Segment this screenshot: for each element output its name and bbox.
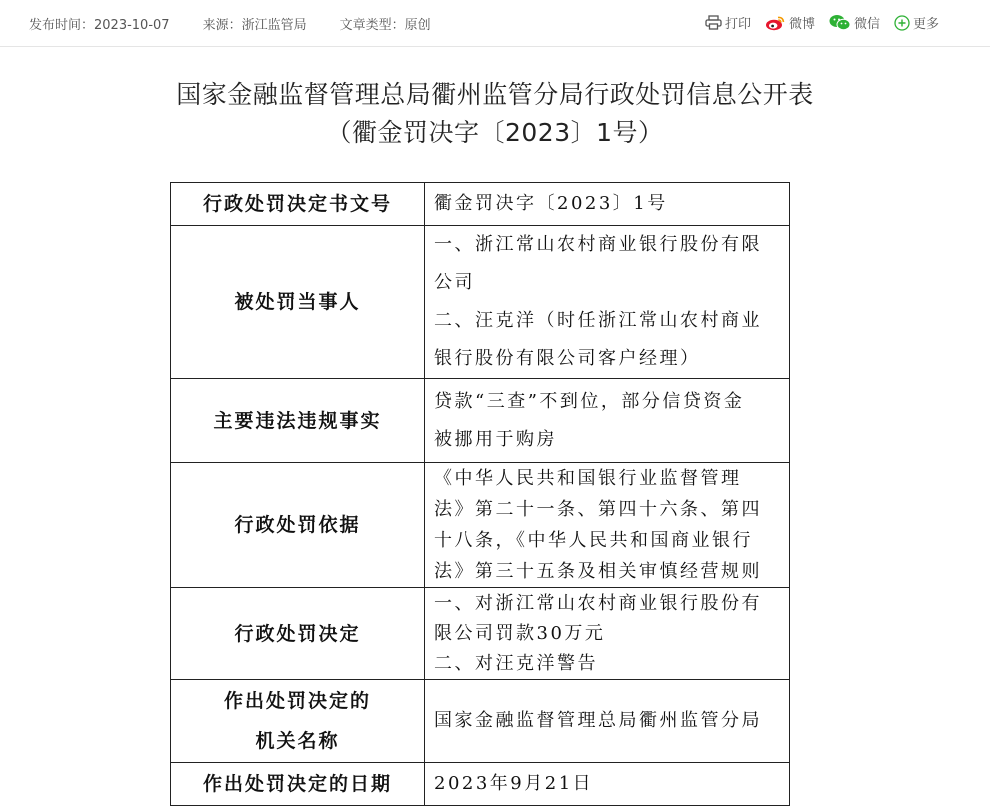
more-share-button[interactable] [894,13,939,32]
article-source: 来源：浙江监管局 [202,18,307,33]
row-label: 作出处罚决定的日期 [171,763,425,806]
row-value [425,463,790,588]
value-line: 《中华人民共和国银行业监督管理 [434,468,742,489]
table-row [171,463,790,588]
weibo-label: 微博 [789,17,816,32]
title-line-1: 国家金融监督管理总局衢州监管分局行政处罚信息公开表 [176,80,814,109]
weibo-icon [765,15,786,31]
publish-time: 发布时间：2023-10-07 [29,18,170,33]
row-value: 国家金融监督管理总局衢州监管分局 [425,680,790,763]
article-meta [29,14,431,33]
weibo-share-button[interactable] [765,13,815,32]
row-value: 衢金罚决字〔2023〕1号 [425,183,790,226]
article-meta-bar [0,0,990,47]
table-row [171,680,790,763]
value-line: 被挪用于购房 [434,428,557,450]
value-line: 银行股份有限公司客户经理） [434,348,701,369]
value-line: 法》第三十五条及相关审慎经营规则 [434,561,762,582]
label-line: 机关名称 [255,730,340,752]
print-button[interactable] [705,13,751,32]
row-label: 行政处罚决定书文号 [171,183,425,226]
row-label: 被处罚当事人 [171,226,425,379]
value-line: 限公司罚款30万元 [434,622,606,644]
value-line: 一、对浙江常山农村商业银行股份有 [434,592,762,614]
value-line: 公司 [434,272,475,293]
row-label: 主要违法违规事实 [171,379,425,463]
value-line: 二、对汪克洋警告 [434,652,598,674]
more-label: 更多 [913,17,940,32]
value-line: 法》第二十一条、第四十六条、第四 [434,499,762,520]
row-value [425,226,790,379]
value-line: 贷款“三查”不到位，部分信贷资金 [434,390,745,412]
row-value [425,379,790,463]
print-label: 打印 [725,17,752,32]
plus-circle-icon [894,15,910,31]
wechat-label: 微信 [854,17,881,32]
row-label: 行政处罚依据 [171,463,425,588]
value-line: 一、浙江常山农村商业银行股份有限 [434,234,762,255]
row-value: 2023年9月21日 [425,763,790,806]
printer-icon [705,15,722,30]
table-row [171,588,790,680]
table-row [171,763,790,806]
row-label: 行政处罚决定 [171,588,425,680]
wechat-share-button[interactable] [829,13,880,32]
wechat-icon [829,14,851,31]
value-line: 十八条，《中华人民共和国商业银行 [434,530,753,551]
share-toolbar [705,13,939,32]
table-row [171,183,790,226]
page-title [0,76,990,152]
penalty-info-table [170,182,790,806]
table-row [171,379,790,463]
row-value [425,588,790,680]
row-label [171,680,425,763]
title-line-2: （衢金罚决字〔2023〕1号） [326,118,664,147]
label-line: 作出处罚决定的 [223,690,371,712]
value-line: 二、汪克洋（时任浙江常山农村商业 [434,310,762,331]
table-row [171,226,790,379]
article-type: 文章类型：原创 [339,18,431,33]
